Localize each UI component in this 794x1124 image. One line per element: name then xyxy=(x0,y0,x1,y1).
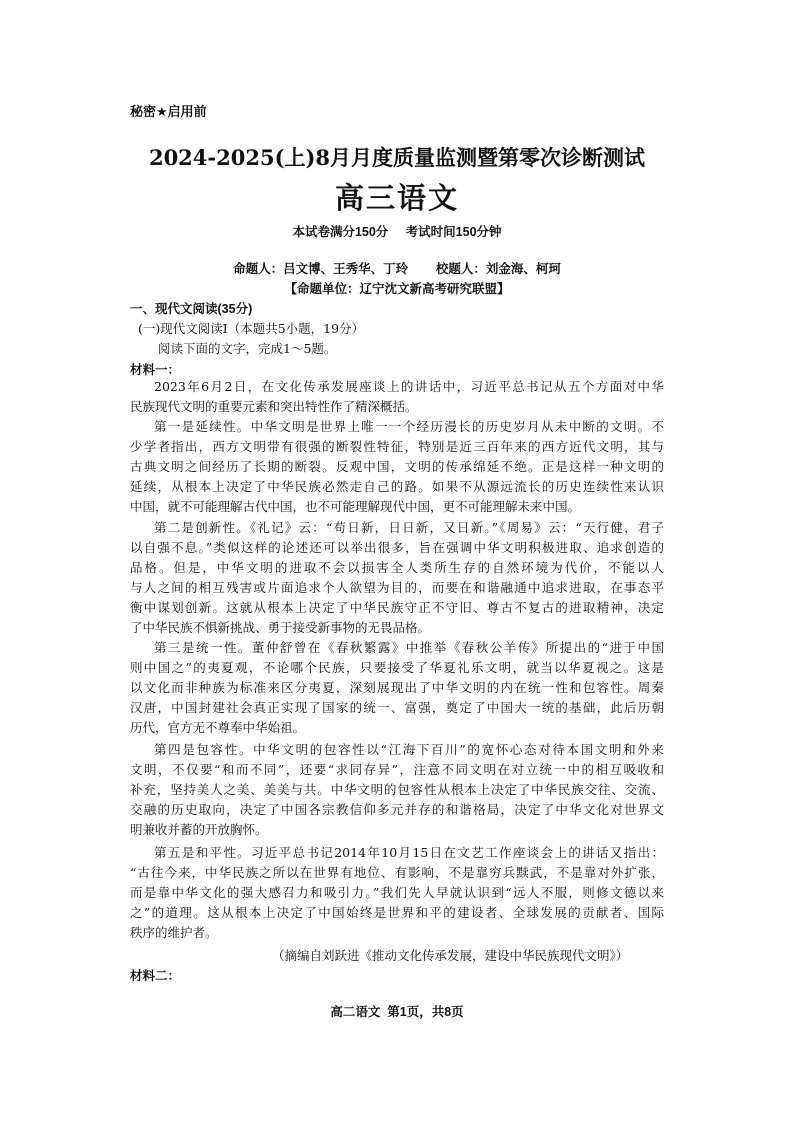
text-line: 而是靠中华文化的强大感召力和吸引力。”我们先人早就认识到“远人不服，则修文德以来 xyxy=(130,885,664,900)
text-line: 秩序的维护者。 xyxy=(130,925,218,940)
text-line: 以自强不息。”类似这样的论述还可以举出很多，旨在强调中华文明积极进取、追求创造的 xyxy=(130,540,664,555)
text-line: 第二是创新性。《礼记》云：“苟日新，日日新，又日新。”《周易》云：“天行健，君子 xyxy=(154,520,664,535)
text-line: 之”的道理。这从根本上决定了中国始终是世界和平的建设者、全球发展的贡献者、国际 xyxy=(130,905,664,920)
text-line: 第一是延续性。中华文明是世界上唯一一个经历漫长的历史岁月从未中断的文明。不 xyxy=(154,419,664,434)
page-footer: 高二语文 第1页，共8页 xyxy=(330,1005,464,1019)
material1-label: 材料一： xyxy=(130,363,181,377)
text-line: 第四是包容性。中华文明的包容性以“江海下百川”的宽怀心态对待本国文明和外来 xyxy=(154,742,664,757)
section-heading: 一、现代文阅读(35分) xyxy=(130,302,253,316)
text-line: 补充，坚持美人之美、美美与共。中华文明的包容性从根本上决定了中华民族交往、交流、 xyxy=(130,782,664,797)
text-line: 汉唐，中国封建社会真正实现了国家的统一、富强，奠定了中国大一统的基础，此后历朝 xyxy=(130,700,664,715)
material2-label: 材料二： xyxy=(130,969,181,983)
text-line: 明兼收并蓄的开放胸怀。 xyxy=(130,822,268,837)
instruction: 阅读下面的文字，完成1～5题。 xyxy=(158,341,337,356)
text-line: 以文化而非种族为标准来区分夷夏，深刻展现出了中华文明的内在统一性和包容性。周秦 xyxy=(130,680,664,695)
text-line: 古典文明之间经历了长期的断裂。反观中国，文明的传承绵延不绝。正是这样一种文明的 xyxy=(130,459,664,474)
subject-title: 高三语文 xyxy=(334,181,459,215)
text-line: “古往今来，中华民族之所以在世界有地位、有影响，不是靠穷兵黩武，不是靠对外扩张， xyxy=(130,865,664,880)
text-line: 民族现代文明的重要元素和突出特性作了精深概括。 xyxy=(130,399,418,414)
score-time: 本试卷满分150分 考试时间150分钟 xyxy=(292,225,502,239)
text-line: 与人之间的相互残害或片面追求个人欲望为目的，而要在和谐融通中追求进取，在事态平 xyxy=(130,580,664,595)
text-line: 少学者指出，西方文明带有很强的断裂性特征，特别是近三百年来的西方近代文明，其与 xyxy=(130,439,664,454)
text-line: 第五是和平性。习近平总书记2014年10月15日在文艺工作座谈会上的讲话又指出： xyxy=(154,845,664,860)
source-citation: （摘编自刘跃进《推动文化传承发展，建设中华民族现代文明》） xyxy=(272,948,629,963)
text-line: 延续，从根本上决定了中华民族必然走自己的路。如果不从源远流长的历史连续性来认识 xyxy=(130,479,664,494)
exam-title: 2024-2025(上)8月月度质量监测暨第零次诊断测试 xyxy=(148,145,646,170)
subsection-heading: (一)现代文阅读Ⅰ（本题共5小题，19分） xyxy=(138,321,365,336)
text-line: 品格。但是，中华文明的进取不会以损害全人类所生存的自然环境为代价，不能以人 xyxy=(130,560,664,575)
text-line: 第三是统一性。董仲舒曾在《春秋繁露》中推举《春秋公羊传》所提出的“进于中国 xyxy=(154,640,664,655)
text-line: 交融的历史取向，决定了中国各宗教信仰多元并存的和谐格局，决定了中华文化对世界文 xyxy=(130,802,664,817)
text-line: 历代，官方无不尊奉中华始祖。 xyxy=(130,720,306,735)
text-line: 2023年6月2日，在文化传承发展座谈上的讲话中，习近平总书记从五个方面对中华 xyxy=(154,379,664,394)
authors: 命题人：吕文博、王秀华、丁玲 校题人：刘金海、柯珂 xyxy=(233,262,561,276)
text-line: 中国，就不可能理解古代中国，也不可能理解现代中国，更不可能理解未来中国。 xyxy=(130,499,581,514)
text-line: 衡中谋划创新。这就从根本上决定了中华民族守正不守旧、尊古不复古的进取精神，决定 xyxy=(130,600,664,615)
text-line: 则中国之”的夷夏观，不论哪个民族，只要接受了华夏礼乐文明，就当以华夏视之。这是 xyxy=(130,660,664,675)
compile-unit: 【命题单位：辽宁沈文新高考研究联盟】 xyxy=(284,282,510,296)
text-line: 了中华民族不惧新挑战、勇于接受新事物的无畏品格。 xyxy=(130,620,431,635)
secret-label: 秘密★启用前 xyxy=(130,104,207,119)
text-line: 文明，不仅要“和而不同”，还要“求同存异”，注意不同文明在对立统一中的相互吸收和 xyxy=(130,762,664,777)
